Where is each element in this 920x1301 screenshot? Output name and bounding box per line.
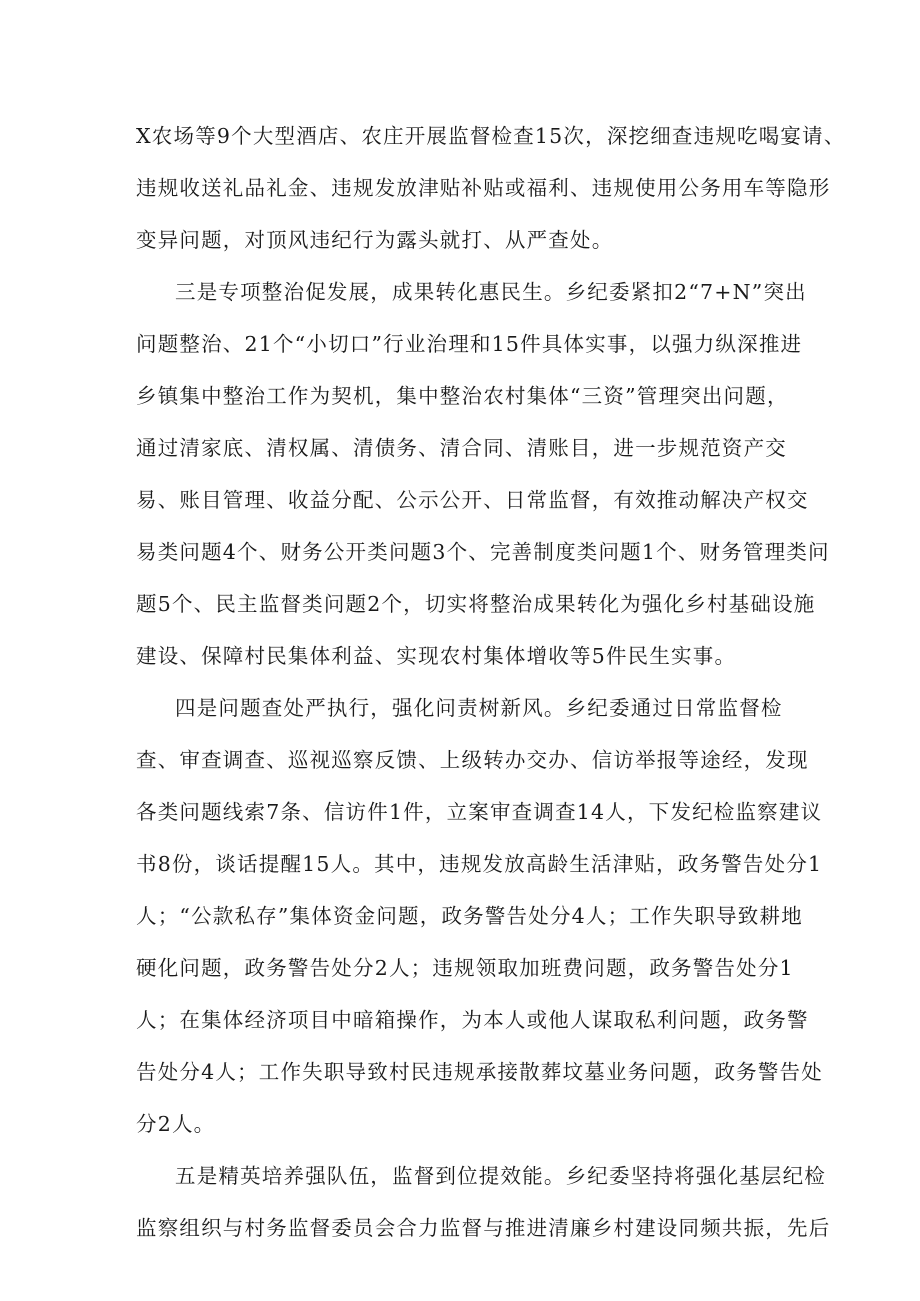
text-line-2: 违规收送礼品礼金、违规发放津贴补贴或福利、违规使用公务用车等隐形 bbox=[136, 176, 831, 200]
text-line-1: X农场等9个大型酒店、农庄开展监督检查15次，深挖细查违规吃喝宴请、 bbox=[136, 124, 846, 148]
text-line-21: 五是精英培养强队伍，监督到位提效能。乡纪委坚持将强化基层纪检 bbox=[175, 1164, 826, 1188]
text-line-7: 通过清家底、清权属、清债务、清合同、清账目，进一步规范资产交 bbox=[136, 436, 787, 460]
text-line-13: 查、审查调查、巡视巡察反馈、上级转办交办、信访举报等途经，发现 bbox=[136, 748, 809, 772]
text-line-18: 人；在集体经济项目中暗箱操作，为本人或他人谋取私利问题，政务警 bbox=[136, 1008, 809, 1032]
text-line-12: 四是问题查处严执行，强化问责树新风。乡纪委通过日常监督检 bbox=[175, 696, 783, 720]
text-line-19: 告处分4人；工作失职导致村民违规承接散葬坟墓业务问题，政务警告处 bbox=[136, 1060, 823, 1084]
text-line-10: 题5个、民主监督类问题2个，切实将整治成果转化为强化乡村基础设施 bbox=[136, 592, 816, 616]
text-line-8: 易、账目管理、收益分配、公示公开、日常监督，有效推动解决产权交 bbox=[136, 488, 809, 512]
text-line-22: 监察组织与村务监督委员会合力监督与推进清廉乡村建设同频共振，先后 bbox=[136, 1216, 831, 1240]
text-line-16: 人；“公款私存”集体资金问题，政务警告处分4人；工作失职导致耕地 bbox=[136, 904, 803, 928]
text-line-17: 硬化问题，政务警告处分2人；违规领取加班费问题，政务警告处分1 bbox=[136, 956, 794, 980]
text-line-6: 乡镇集中整治工作为契机，集中整治农村集体“三资”管理突出问题， bbox=[136, 384, 789, 408]
text-line-11: 建设、保障村民集体利益、实现农村集体增收等5件民生实事。 bbox=[136, 644, 737, 668]
text-line-5: 问题整治、21个“小切口”行业治理和15件具体实事，以强力纵深推进 bbox=[136, 332, 803, 356]
text-line-15: 书8份，谈话提醒15人。其中，违规发放高龄生活津贴，政务警告处分1 bbox=[136, 852, 823, 876]
text-line-20: 分2人。 bbox=[136, 1112, 216, 1136]
text-line-4: 三是专项整治促发展，成果转化惠民生。乡纪委紧扣2“7+N”突出 bbox=[175, 280, 807, 304]
text-line-9: 易类问题4个、财务公开类问题3个、完善制度类问题1个、财务管理类问 bbox=[136, 540, 830, 564]
text-line-3: 变异问题，对顶风违纪行为露头就打、从严查处。 bbox=[136, 228, 614, 252]
text-line-14: 各类问题线索7条、信访件1件，立案审查调查14人，下发纪检监察建议 bbox=[136, 800, 823, 824]
